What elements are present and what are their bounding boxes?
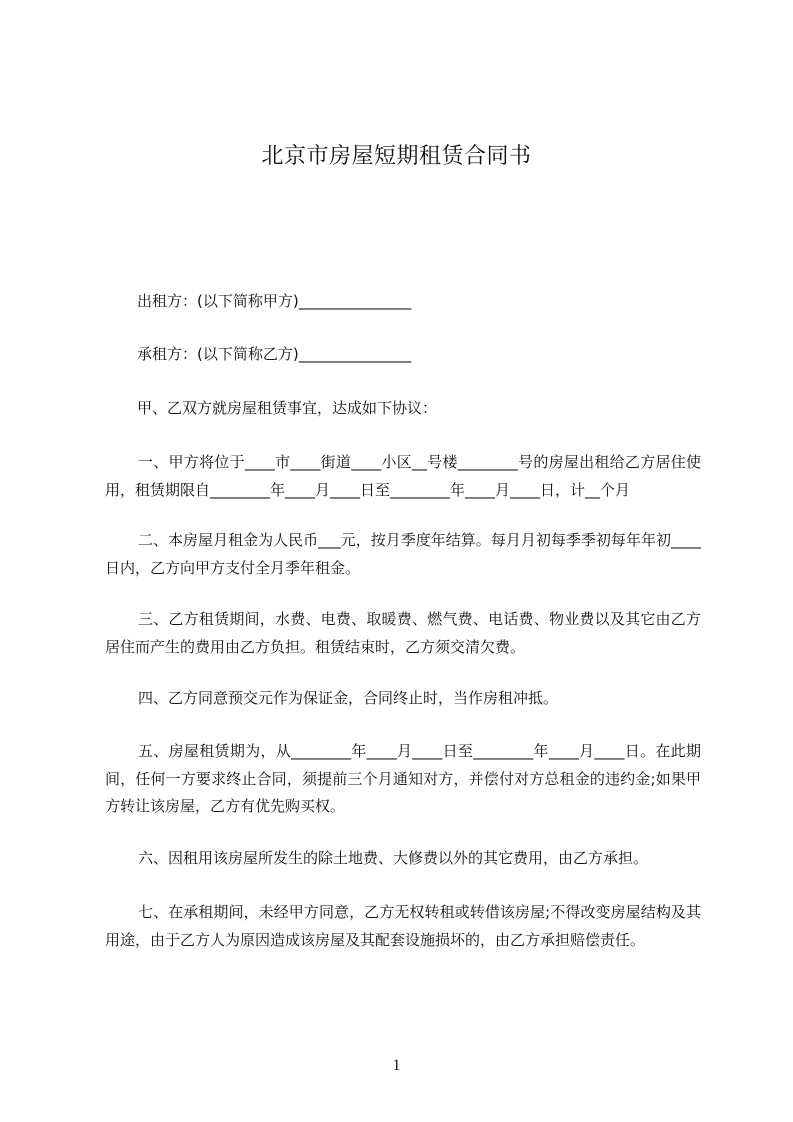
agreement-intro: 甲、乙双方就房屋租赁事宜，达成如下协议： (137, 399, 438, 417)
page-number: 1 (392, 1057, 401, 1074)
clause-7: 七、在承租期间，未经甲方同意，乙方无权转租或转借该房屋;不得改变房屋结构及其用途，由于乙方人为原因造成该房屋及其配套设施损坏的，由乙方承担赔偿责任。 (105, 903, 701, 949)
lessee-line: 承租方：(以下简称乙方)_______________ (137, 345, 412, 363)
clause-1: 一、甲方将位于____市____街道____小区__号楼________号的房屋出租给乙方居住使用，租赁期限自________年____月____日至________年____月____日，计__个月 (105, 453, 701, 499)
lessor-line: 出租方：(以下简称甲方)_______________ (137, 292, 412, 310)
clause-6: 六、因租用该房屋所发生的除土地费、大修费以外的其它费用，由乙方承担。 (138, 849, 649, 867)
clause-5: 五、房屋租赁期为，从________年____月____日至________年____月____日。在此期间，任何一方要求终止合同，须提前三个月通知对方，并偿付对方总租金的违约金;如果甲方转让该房屋，乙方有优先购买权。 (105, 742, 701, 815)
clause-2: 二、本房屋月租金为人民币___元，按月季度年结算。每月月初每季季初每年年初____日内，乙方向甲方支付全月季年租金。 (105, 531, 701, 577)
clause-4: 四、乙方同意预交元作为保证金，合同终止时，当作房租冲抵。 (138, 689, 559, 707)
document-title: 北京市房屋短期租赁合同书 (261, 144, 532, 169)
clause-3: 三、乙方租赁期间，水费、电费、取暖费、燃气费、电话费、物业费以及其它由乙方居住而产生的费用由乙方负担。租赁结束时，乙方须交清欠费。 (105, 610, 701, 656)
